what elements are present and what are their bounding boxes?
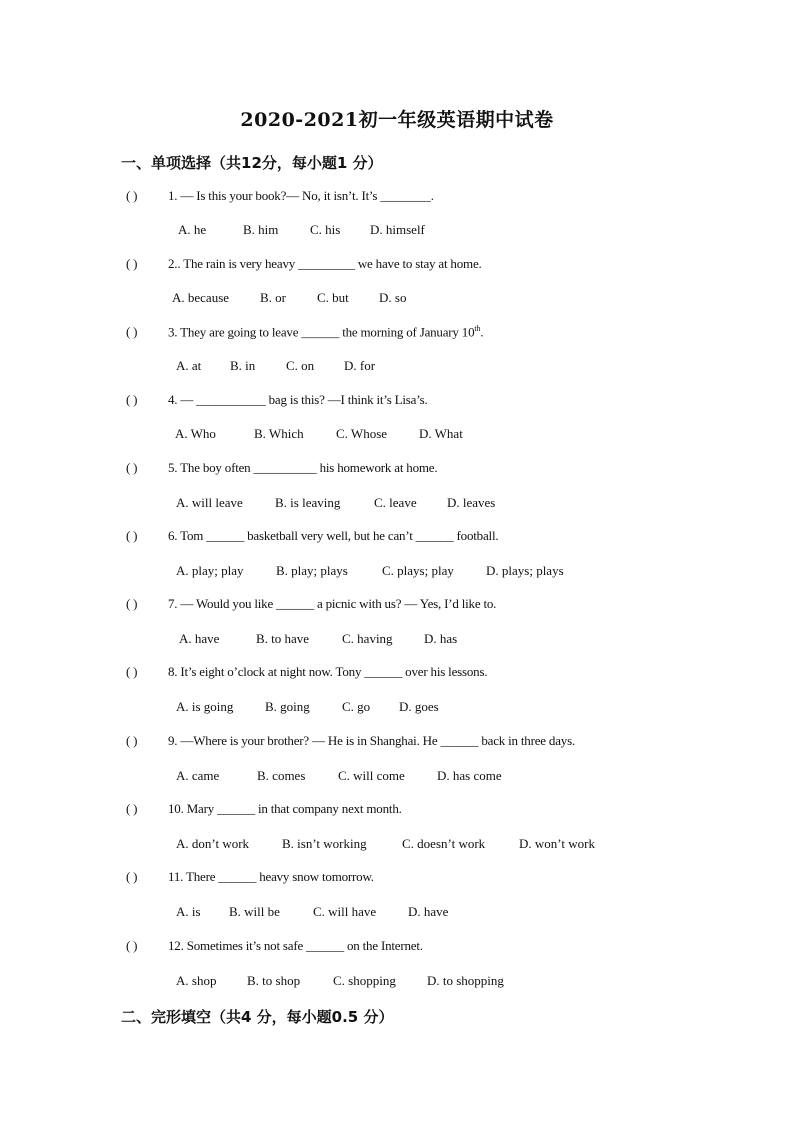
question-10 [126, 801, 402, 817]
question-text: 7. — Would you like ______ a picnic with us? — Yes, I’d like to. [168, 596, 497, 611]
option-b: B. him [243, 222, 279, 237]
answer-blank[interactable]: ( ) [126, 664, 138, 679]
option-b: B. play; plays [276, 563, 348, 578]
option-a: A. is [176, 904, 201, 919]
question-text: 9. —Where is your brother? — He is in Shanghai. He ______ back in three days. [168, 733, 575, 748]
section-heading-single-choice: 一、单项选择（共12分，每小题1 分） [121, 154, 383, 172]
option-c: C. will come [338, 768, 405, 783]
option-d: D. for [344, 358, 376, 373]
question-text: 3. They are going to leave ______ the morning of January 10 [168, 324, 475, 340]
option-a: A. came [176, 768, 220, 783]
option-b: B. to shop [247, 973, 301, 988]
question-7 [126, 596, 496, 612]
question-text: 6. Tom ______ basketball very well, but he can’t ______ football. [168, 528, 499, 543]
option-a: A. have [179, 631, 220, 646]
question-text: 12. Sometimes it’s not safe ______ on the Internet. [168, 938, 423, 953]
option-a: A. don’t work [176, 836, 250, 851]
option-d: D. has [424, 631, 458, 646]
option-a: A. Who [175, 426, 216, 441]
question-text: 4. — ___________ bag is this? —I think it’s Lisa’s. [168, 392, 428, 407]
option-c: C. go [342, 699, 371, 714]
option-d: D. leaves [447, 495, 496, 510]
answer-blank[interactable]: ( ) [126, 528, 138, 543]
question-5 [126, 460, 437, 476]
answer-blank[interactable]: ( ) [126, 596, 138, 611]
question-8 [126, 664, 487, 680]
answer-blank[interactable]: ( ) [126, 460, 138, 475]
option-a: A. is going [176, 699, 234, 714]
option-c: C. his [310, 222, 341, 237]
option-c: C. having [342, 631, 393, 646]
option-a: A. he [178, 222, 207, 237]
question-4 [126, 392, 428, 408]
option-d: D. himself [370, 222, 425, 237]
section-heading-cloze: 二、完形填空（共4 分，每小题0.5 分） [121, 1008, 394, 1026]
option-c: C. on [286, 358, 315, 373]
option-a: A. because [172, 290, 230, 305]
option-b: B. to have [256, 631, 310, 646]
option-b: B. Which [254, 426, 304, 441]
answer-blank[interactable]: ( ) [126, 733, 138, 748]
option-d: D. won’t work [519, 836, 595, 851]
answer-blank[interactable]: ( ) [126, 392, 138, 407]
option-c: C. will have [313, 904, 377, 919]
answer-blank[interactable]: ( ) [126, 324, 138, 340]
question-text: 2.. The rain is very heavy _________ we have to stay at home. [168, 256, 482, 271]
option-d: D. have [408, 904, 449, 919]
question-text: 10. Mary ______ in that company next month. [168, 801, 402, 816]
option-c: C. but [317, 290, 349, 305]
option-a: A. will leave [176, 495, 243, 510]
option-a: A. at [176, 358, 202, 373]
exam-title: 2020-2021初一年级英语期中试卷 [240, 109, 554, 131]
question-text: 8. It’s eight o’clock at night now. Tony ______ over his lessons. [168, 664, 488, 679]
option-d: D. goes [399, 699, 439, 714]
option-d: D. to shopping [427, 973, 504, 988]
option-b: B. isn’t working [282, 836, 367, 851]
question-1 [126, 188, 434, 204]
option-a: A. shop [176, 973, 217, 988]
option-c: C. plays; play [382, 563, 454, 578]
option-b: B. in [230, 358, 256, 373]
option-b: B. is leaving [275, 495, 341, 510]
option-c: C. shopping [333, 973, 396, 988]
answer-blank[interactable]: ( ) [126, 938, 138, 953]
option-b: B. or [260, 290, 286, 305]
option-d: D. so [379, 290, 407, 305]
option-b: B. comes [257, 768, 306, 783]
superscript: th [474, 324, 481, 333]
answer-blank[interactable]: ( ) [126, 801, 138, 816]
option-c: C. leave [374, 495, 417, 510]
question-text: 1. — Is this your book?— No, it isn’t. It’s ________. [168, 188, 434, 203]
answer-blank[interactable]: ( ) [126, 869, 138, 884]
option-c: C. Whose [336, 426, 388, 441]
question-text: 5. The boy often __________ his homework at home. [168, 460, 438, 475]
question-text: 11. There ______ heavy snow tomorrow. [168, 869, 374, 884]
question-9 [126, 733, 575, 749]
option-d: D. has come [437, 768, 502, 783]
question-text-tail: . [480, 324, 484, 340]
option-a: A. play; play [176, 563, 244, 578]
question-3 [126, 324, 483, 340]
option-d: D. plays; plays [486, 563, 564, 578]
question-6 [126, 528, 498, 544]
answer-blank[interactable]: ( ) [126, 188, 138, 203]
question-12 [126, 938, 423, 954]
option-b: B. going [265, 699, 310, 714]
question-11 [126, 869, 374, 885]
question-2 [126, 256, 482, 272]
option-d: D. What [419, 426, 463, 441]
answer-blank[interactable]: ( ) [126, 256, 138, 271]
option-b: B. will be [229, 904, 280, 919]
option-c: C. doesn’t work [402, 836, 486, 851]
